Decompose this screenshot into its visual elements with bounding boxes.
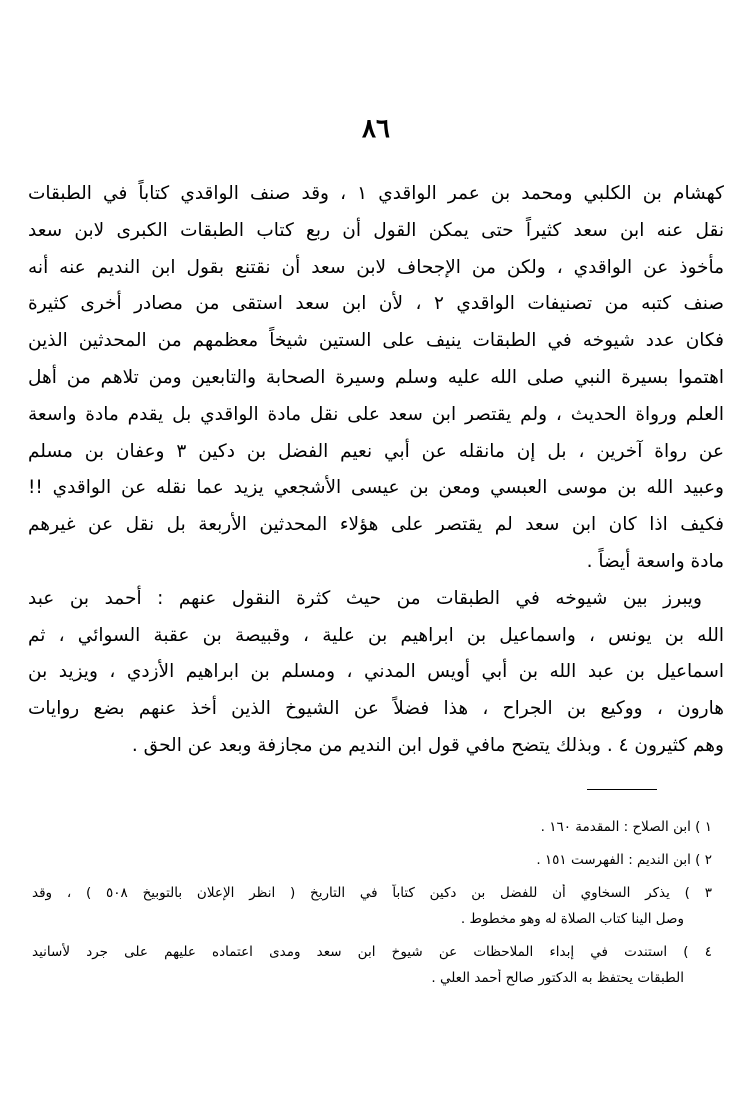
page-number: ٨٦ — [362, 114, 390, 144]
body-line: عن رواة آخرين ، بل إن مانقله عن أبي نعيم الفضل بن دكين ٣ وعفان بن مسلم — [28, 440, 724, 462]
footnotes — [32, 818, 712, 987]
body-line: مادة واسعة أيضاً . — [586, 550, 724, 572]
body-text — [28, 176, 724, 765]
body-line: فكان عدد شيوخه في الطبقات ينيف على الستين شيخاً معظمهم من المحدثين الذين — [28, 330, 724, 352]
body-line: اهتموا بسيرة النبي صلى الله عليه وسلم وسيرة الصحابة والتابعين ومن تلاهم من أهل — [28, 366, 724, 388]
footnote-continuation: الطبقات يحتفظ به الدكتور صالح أحمد العلي . — [431, 970, 684, 986]
body-line: كهشام بن الكلبي ومحمد بن عمر الواقدي ١ ، وقد صنف الواقدي كتاباً في الطبقات — [28, 183, 724, 204]
footnote: ٤ ) استندت في إبداء الملاحظات عن شيوخ ابن سعد ومدى اعتماده عليهم على جرد لأسانيد — [32, 944, 712, 960]
body-line: الله بن يونس ، واسماعيل بن ابراهيم بن علية ، وقبيصة بن عقبة السوائي ، ثم — [28, 624, 724, 646]
body-line: صنف كتبه من تصنيفات الواقدي ٢ ، لأن ابن سعد استقى من مصادر أخرى كثيرة — [28, 293, 724, 315]
body-line: اسماعيل بن عبد الله بن أبي أويس المدني ، ومسلم بن ابراهيم الأزدي ، ويزيد بن — [28, 661, 724, 683]
body-line: ويبرز بين شيوخه في الطبقات من حيث كثرة النقول عنهم : أحمد بن عبد — [28, 587, 702, 609]
body-line: نقل عنه ابن سعد كثيراً حتى يمكن القول أن ربع كتاب الطبقات الكبرى لابن سعد — [28, 219, 724, 241]
body-line: وعبيد الله بن موسى العبسي ومعن بن عيسى الأشجعي يزيد عما نقله عن الواقدي !! — [28, 477, 724, 499]
body-line: مأخوذ عن الواقدي ، ولكن من الإجحاف لابن سعد أن نقتنع بقول ابن النديم عنه أنه — [28, 256, 724, 278]
footnote: ٣ ) يذكر السخاوي أن للفضل بن دكين كتاباً في التاريخ ( انظر الإعلان بالتوبيخ ٥٠٨ ) ، وقد — [32, 885, 712, 901]
body-line: العلم ورواة الحديث ، ولم يقتصر ابن سعد على نقل مادة الواقدي بل يقدم مادة واسعة — [28, 403, 724, 425]
body-line: هارون ، ووكيع بن الجراح ، هذا فضلاً عن الشيوخ الذين أخذ عنهم بضع روايات — [28, 698, 724, 720]
body-line: فكيف اذا كان ابن سعد لم يقتصر على هؤلاء المحدثين الأربعة بل نقل عن غيرهم — [28, 514, 724, 536]
footnote-separator — [587, 789, 657, 790]
body-line: وهم كثيرون ٤ . وبذلك يتضح مافي قول ابن النديم من مجازفة وبعد عن الحق . — [131, 734, 724, 756]
footnote: ١ ) ابن الصلاح : المقدمة ١٦٠ . — [540, 819, 712, 835]
footnote-continuation: وصل الينا كتاب الصلاة له وهو مخطوط . — [460, 911, 684, 927]
footnote: ٢ ) ابن النديم : الفهرست ١٥١ . — [536, 852, 712, 868]
